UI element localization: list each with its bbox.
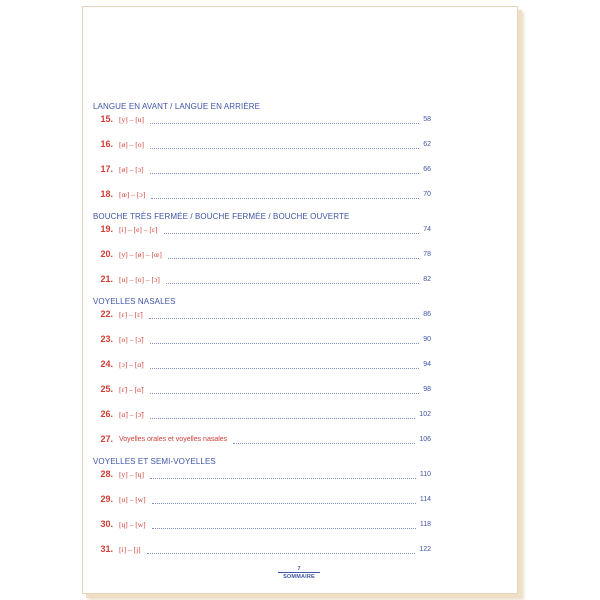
toc-entry[interactable]	[93, 518, 431, 531]
dot-leader	[150, 172, 420, 174]
entry-title: [i] – [e] – [ɛ]	[119, 225, 158, 234]
entry-page-number: 62	[423, 141, 431, 148]
row-spacer	[93, 236, 431, 248]
entry-page-number: 102	[419, 411, 431, 418]
entry-title: [o] – [ɔ̃]	[119, 335, 144, 344]
entry-title: [y] – [u]	[119, 115, 144, 124]
dot-leader	[149, 317, 419, 319]
toc-entry[interactable]	[93, 468, 431, 481]
entry-title: [ɥ] – [w]	[119, 520, 146, 529]
dot-leader	[164, 232, 420, 234]
dot-leader	[233, 442, 415, 444]
entry-page-number: 74	[423, 226, 431, 233]
dot-leader	[150, 367, 419, 369]
dot-leader	[150, 342, 420, 344]
entry-number: 23.	[100, 334, 113, 344]
dot-leader	[150, 417, 416, 419]
dot-leader	[150, 477, 416, 479]
toc-entry[interactable]	[93, 493, 431, 506]
entry-number: 21.	[100, 274, 113, 284]
entry-title: Voyelles orales et voyelles nasales	[119, 436, 228, 443]
entry-number: 27.	[100, 434, 113, 444]
entry-page-number: 82	[423, 276, 431, 283]
row-spacer	[93, 371, 431, 383]
footer-page-number: 7	[297, 566, 301, 572]
entry-title: [y] – [ɥ]	[119, 470, 144, 479]
section-spacer	[93, 446, 431, 456]
row-spacer	[93, 261, 431, 273]
entry-title: [œ] – [ɔ]	[119, 190, 146, 199]
entry-title: [ɛ] – [ɛ̃]	[119, 310, 143, 319]
entry-number: 15.	[100, 114, 113, 124]
entry-number: 26.	[100, 409, 113, 419]
entry-title: [ø] – [ɔ]	[119, 165, 144, 174]
section-title: VOYELLES NASALES	[93, 297, 176, 306]
page-footer	[278, 566, 320, 580]
entry-number: 31.	[100, 544, 113, 554]
dot-leader	[168, 257, 419, 259]
entry-page-number: 94	[423, 361, 431, 368]
entry-title: [ø] – [o]	[119, 140, 144, 149]
entry-page-number: 118	[419, 521, 431, 528]
entry-title: [ɛ̃] – [ɑ̃]	[119, 385, 144, 394]
table-of-contents	[93, 101, 431, 556]
row-spacer	[93, 421, 431, 433]
dot-leader	[152, 527, 416, 529]
entry-title: [ɑ̃] – [ɔ̃]	[119, 410, 144, 419]
entry-number: 16.	[100, 139, 113, 149]
toc-entry[interactable]	[93, 138, 431, 151]
row-spacer	[93, 126, 431, 138]
footer-title: SOMMAIRE	[278, 572, 320, 580]
toc-entry[interactable]	[93, 308, 431, 321]
row-spacer	[93, 481, 431, 493]
dot-leader	[152, 502, 416, 504]
section-spacer	[93, 201, 431, 211]
entry-number: 30.	[100, 519, 113, 529]
entry-page-number: 70	[423, 191, 431, 198]
entry-number: 20.	[100, 249, 113, 259]
entry-page-number: 106	[419, 436, 431, 443]
entry-number: 22.	[100, 309, 113, 319]
row-spacer	[93, 531, 431, 543]
entry-title: [u] – [w]	[119, 495, 146, 504]
row-spacer	[93, 506, 431, 518]
entry-page-number: 110	[419, 471, 431, 478]
toc-entry[interactable]	[93, 113, 431, 126]
dot-leader	[151, 197, 419, 199]
dot-leader	[150, 392, 420, 394]
toc-entry[interactable]	[93, 433, 431, 446]
toc-entry[interactable]	[93, 188, 431, 201]
entry-number: 19.	[100, 224, 113, 234]
toc-entry[interactable]	[93, 358, 431, 371]
dot-leader	[147, 552, 416, 554]
entry-number: 24.	[100, 359, 113, 369]
entry-number: 28.	[100, 469, 113, 479]
row-spacer	[93, 346, 431, 358]
row-spacer	[93, 176, 431, 188]
toc-entry[interactable]	[93, 273, 431, 286]
entry-page-number: 122	[419, 546, 431, 553]
toc-entry[interactable]	[93, 408, 431, 421]
entry-title: [i] – [j]	[119, 545, 141, 554]
entry-page-number: 114	[419, 496, 431, 503]
row-spacer	[93, 151, 431, 163]
toc-entry[interactable]	[93, 383, 431, 396]
toc-entry[interactable]	[93, 543, 431, 556]
entry-page-number: 66	[423, 166, 431, 173]
entry-title: [ɔ] – [ɑ̃]	[119, 360, 144, 369]
section-title: BOUCHE TRÈS FERMÉE / BOUCHE FERMÉE / BOUCHE OUVERTE	[93, 212, 350, 221]
section-title: LANGUE EN AVANT / LANGUE EN ARRIÈRE	[93, 102, 261, 111]
entry-number: 29.	[100, 494, 113, 504]
entry-page-number: 78	[423, 251, 431, 258]
entry-number: 17.	[100, 164, 113, 174]
entry-number: 25.	[100, 384, 113, 394]
toc-entry[interactable]	[93, 333, 431, 346]
entry-page-number: 58	[423, 116, 431, 123]
toc-entry[interactable]	[93, 163, 431, 176]
row-spacer	[93, 396, 431, 408]
dot-leader	[150, 147, 419, 149]
entry-page-number: 90	[423, 336, 431, 343]
toc-entry[interactable]	[93, 223, 431, 236]
entry-number: 18.	[100, 189, 113, 199]
section-spacer	[93, 286, 431, 296]
entry-page-number: 86	[423, 311, 431, 318]
entry-title: [u] – [o] – [ɔ]	[119, 275, 160, 284]
section-title: VOYELLES ET SEMI-VOYELLES	[93, 457, 216, 466]
dot-leader	[166, 282, 419, 284]
entry-title: [y] – [ø] – [œ]	[119, 250, 162, 259]
row-spacer	[93, 321, 431, 333]
toc-entry[interactable]	[93, 248, 431, 261]
entry-page-number: 98	[423, 386, 431, 393]
dot-leader	[150, 122, 419, 124]
